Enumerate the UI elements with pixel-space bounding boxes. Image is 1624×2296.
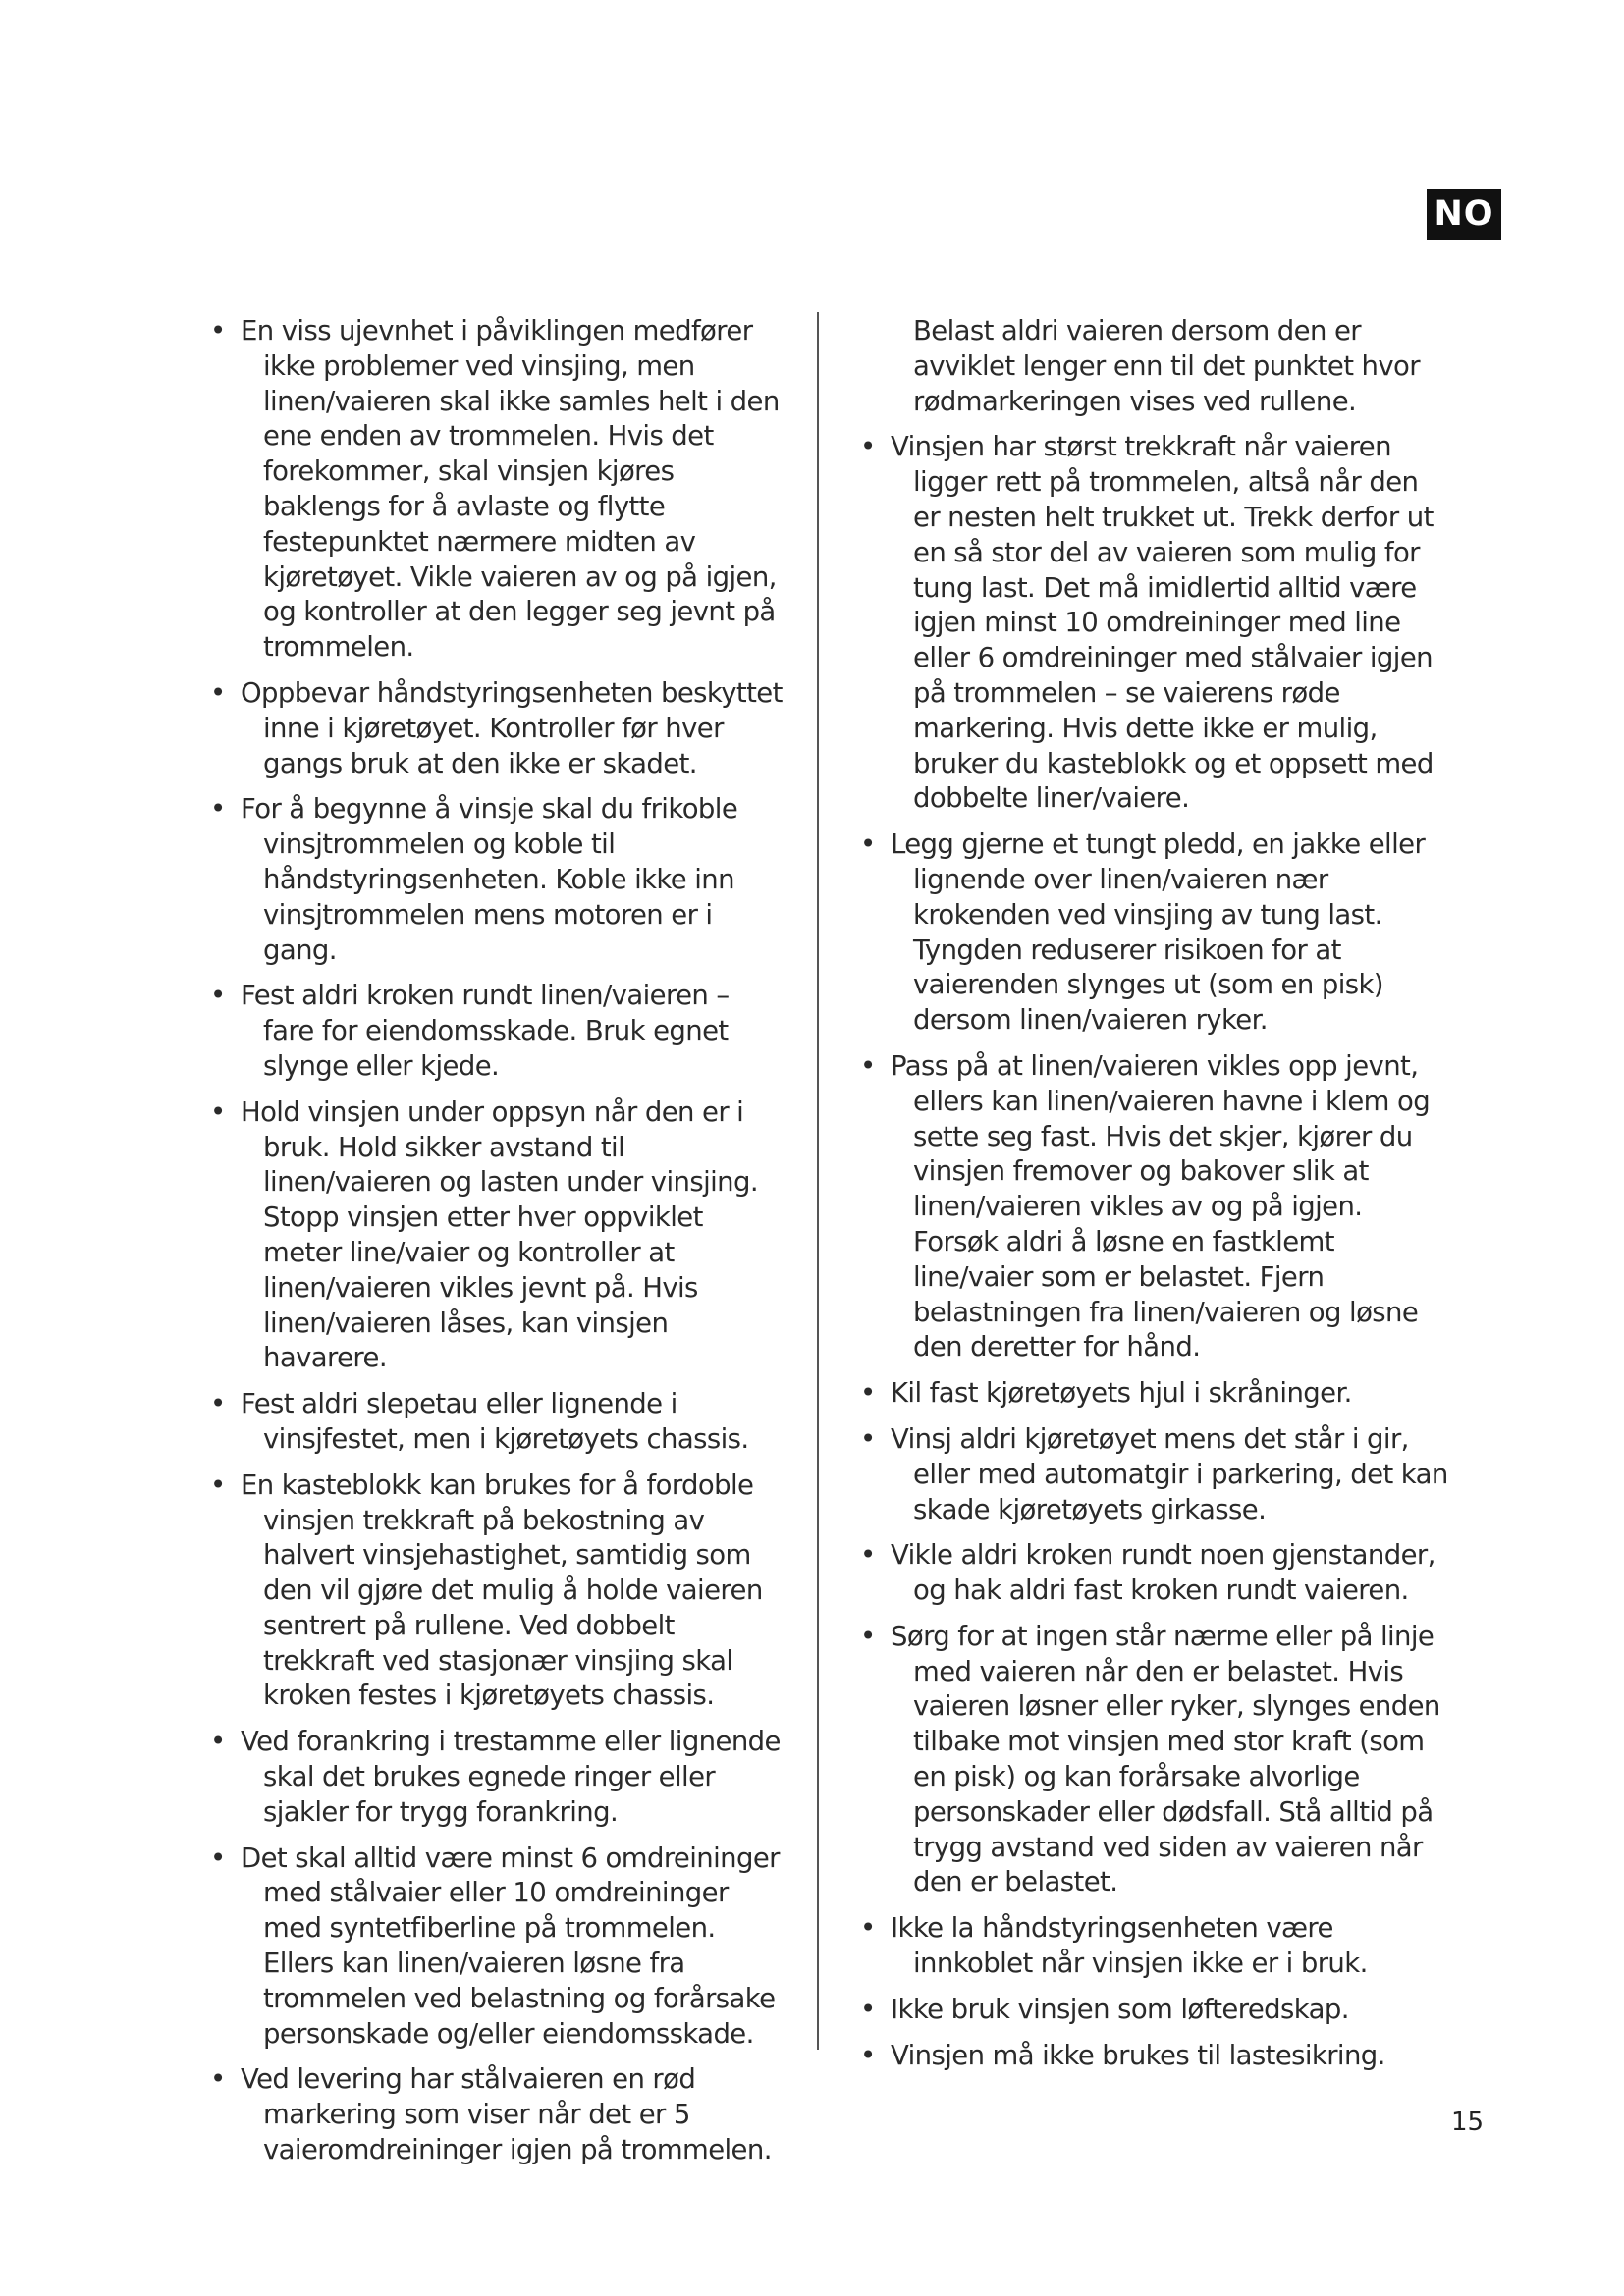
list-item-text: Fest aldri kroken rundt linen/vaieren – fare for eiendomsskade. Bruk egnet slynge eller kjede. bbox=[241, 980, 730, 1082]
list-item bbox=[210, 1095, 785, 1376]
bullet: • bbox=[860, 431, 876, 463]
bullet: • bbox=[210, 676, 226, 709]
list-item bbox=[860, 1538, 1449, 1609]
bullet: • bbox=[210, 1468, 226, 1501]
list-item-text: Det skal alltid være minst 6 omdreininger med stålvaier eller 10 omdreininger med syntetfiberline på trommelen. Ellers kan linen/vaieren løsne fra trommelen ved belastning og forårsake personskade og/eller eiendomsskade. bbox=[241, 1842, 780, 2050]
bullet: • bbox=[860, 1993, 876, 2025]
right-column bbox=[860, 314, 1449, 2084]
list-item bbox=[210, 1387, 785, 1458]
bullet: • bbox=[210, 1842, 226, 1874]
list-item-continuation bbox=[860, 314, 1449, 419]
list-item-text: Pass på at linen/vaieren vikles opp jevnt, ellers kan linen/vaieren havne i klem og sette seg fast. Hvis det skjer, kjører du vinsjen fremover og bakover slik at linen/vaieren vikles av og på igjen. Forsøk aldri å løsne en fastklemt line/vaier som er belastet. Fjern belastningen fra linen/vaieren og løsne den deretter for hånd. bbox=[891, 1049, 1431, 1363]
list-item-text: En viss ujevnhet i påviklingen medfører ikke problemer ved vinsjing, men linen/vaieren skal ikke samles helt i den ene enden av trommelen. Hvis det forekommer, skal vinsjen kjøres baklengs for å avlaste og flytte festepunktet nærmere midten av kjøretøyet. Vikle vaieren av og på igjen, og kontroller at den legger seg jevnt på trommelen. bbox=[241, 315, 780, 664]
list-item bbox=[210, 676, 785, 781]
bullet: • bbox=[860, 1539, 876, 1572]
bullet: • bbox=[860, 1049, 876, 1082]
list-item-text: Hold vinsjen under oppsyn når den er i bruk. Hold sikker avstand til linen/vaieren og lasten under vinsjing. Stopp vinsjen etter hver oppviklet meter line/vaier og kontroller at linen/vaieren vikles jevnt på. Hvis linen/vaieren låses, kan vinsjen havarere. bbox=[241, 1095, 758, 1374]
list-item-text: For å begynne å vinsje skal du frikoble vinsjtrommelen og koble til håndstyringsenheten. Koble ikke inn vinsjtrommelen mens motoren er i gang. bbox=[241, 793, 738, 966]
bullet: • bbox=[860, 1377, 876, 1410]
list-item bbox=[210, 1842, 785, 2053]
list-item bbox=[860, 1993, 1449, 2028]
bullet: • bbox=[210, 980, 226, 1012]
list-item-text: Kil fast kjøretøyets hjul i skråninger. bbox=[891, 1377, 1352, 1410]
bullet: • bbox=[210, 1095, 226, 1128]
bullet: • bbox=[860, 828, 876, 861]
list-item-text: Ikke la håndstyringsenheten være innkoblet når vinsjen ikke er i bruk. bbox=[891, 1912, 1368, 1980]
list-item-text: Legg gjerne et tungt pledd, en jakke eller lignende over linen/vaieren nær krokenden ved vinsjing av tung last. Tyngden reduserer risikoen for at vaierenden slynges ut (som en pisk) dersom linen/vaieren ryker. bbox=[891, 828, 1426, 1037]
language-badge: NO bbox=[1427, 189, 1501, 240]
list-item bbox=[860, 2039, 1449, 2074]
list-item bbox=[210, 1468, 785, 1715]
bullet: • bbox=[210, 1726, 226, 1758]
list-item bbox=[860, 1422, 1449, 1527]
list-item-text: Ved levering har stålvaieren en rød markering som viser når det er 5 vaieromdreininger igjen på trommelen. bbox=[241, 2063, 772, 2166]
list-item-text: Sørg for at ingen står nærme eller på linje med vaieren når den er belastet. Hvis vaieren løsner eller ryker, slynges enden tilbake mot vinsjen med stor kraft (som en pisk) og kan forårsake alvorlige personskader eller dødsfall. Stå alltid på trygg avstand ved siden av vaieren når den er belastet. bbox=[891, 1620, 1440, 1898]
list-item bbox=[860, 828, 1449, 1039]
list-item bbox=[210, 314, 785, 666]
list-item bbox=[860, 1620, 1449, 1900]
bullet: • bbox=[210, 793, 226, 826]
list-item bbox=[860, 1376, 1449, 1412]
page-number: 15 bbox=[1451, 2108, 1485, 2137]
list-item-text: Ikke bruk vinsjen som løfteredskap. bbox=[891, 1993, 1349, 2025]
bullet: • bbox=[860, 1912, 876, 1945]
column-divider bbox=[817, 312, 819, 2050]
list-item bbox=[210, 2062, 785, 2167]
list-item bbox=[210, 1725, 785, 1830]
left-column bbox=[210, 314, 785, 2179]
list-item bbox=[210, 792, 785, 968]
list-item-text: Vinsjen må ikke brukes til lastesikring. bbox=[891, 2039, 1385, 2071]
list-item-text: Ved forankring i trestamme eller lignende skal det brukes egnede ringer eller sjakler for trygg forankring. bbox=[241, 1726, 781, 1828]
bullet: • bbox=[860, 1620, 876, 1652]
bullet: • bbox=[860, 2039, 876, 2071]
list-item-text: Vinsjen har størst trekkraft når vaieren ligger rett på trommelen, altså når den er nesten helt trukket ut. Trekk derfor ut en så stor del av vaieren som mulig for tung last. Det må imidlertid alltid være igjen minst 10 omdreininger med line eller 6 omdreininger med stålvaier igjen på trommelen – se vaierens røde markering. Hvis dette ikke er mulig, bruker du kasteblokk og et oppsett med dobbelte liner/vaiere. bbox=[891, 431, 1434, 815]
bullet: • bbox=[210, 2063, 226, 2096]
list-item-text: Vinsj aldri kjøretøyet mens det står i gir, eller med automatgir i parkering, det kan skade kjøretøyets girkasse. bbox=[891, 1422, 1448, 1525]
list-item-text: Vikle aldri kroken rundt noen gjenstander, og hak aldri fast kroken rundt vaieren. bbox=[891, 1539, 1435, 1607]
list-item bbox=[210, 979, 785, 1084]
list-item-text: Fest aldri slepetau eller lignende i vinsjfestet, men i kjøretøyets chassis. bbox=[241, 1388, 749, 1455]
list-item bbox=[860, 430, 1449, 817]
list-item-text: Belast aldri vaieren dersom den er avviklet lenger enn til det punktet hvor rødmarkeringen vises ved rullene. bbox=[913, 315, 1420, 417]
bullet: • bbox=[860, 1422, 876, 1455]
list-item bbox=[860, 1911, 1449, 1982]
list-item-text: Oppbevar håndstyringsenheten beskyttet inne i kjøretøyet. Kontroller før hver gangs bruk at den ikke er skadet. bbox=[241, 676, 783, 779]
list-item-text: En kasteblokk kan brukes for å fordoble vinsjen trekkraft på bekostning av halvert vinsjehastighet, samtidig som den vil gjøre det mulig å holde vaieren sentrert på rullene. Ved dobbelt trekkraft ved stasjonær vinsjing skal kroken festes i kjøretøyets chassis. bbox=[241, 1468, 763, 1712]
bullet: • bbox=[210, 315, 226, 347]
bullet: • bbox=[210, 1388, 226, 1420]
list-item bbox=[860, 1049, 1449, 1365]
